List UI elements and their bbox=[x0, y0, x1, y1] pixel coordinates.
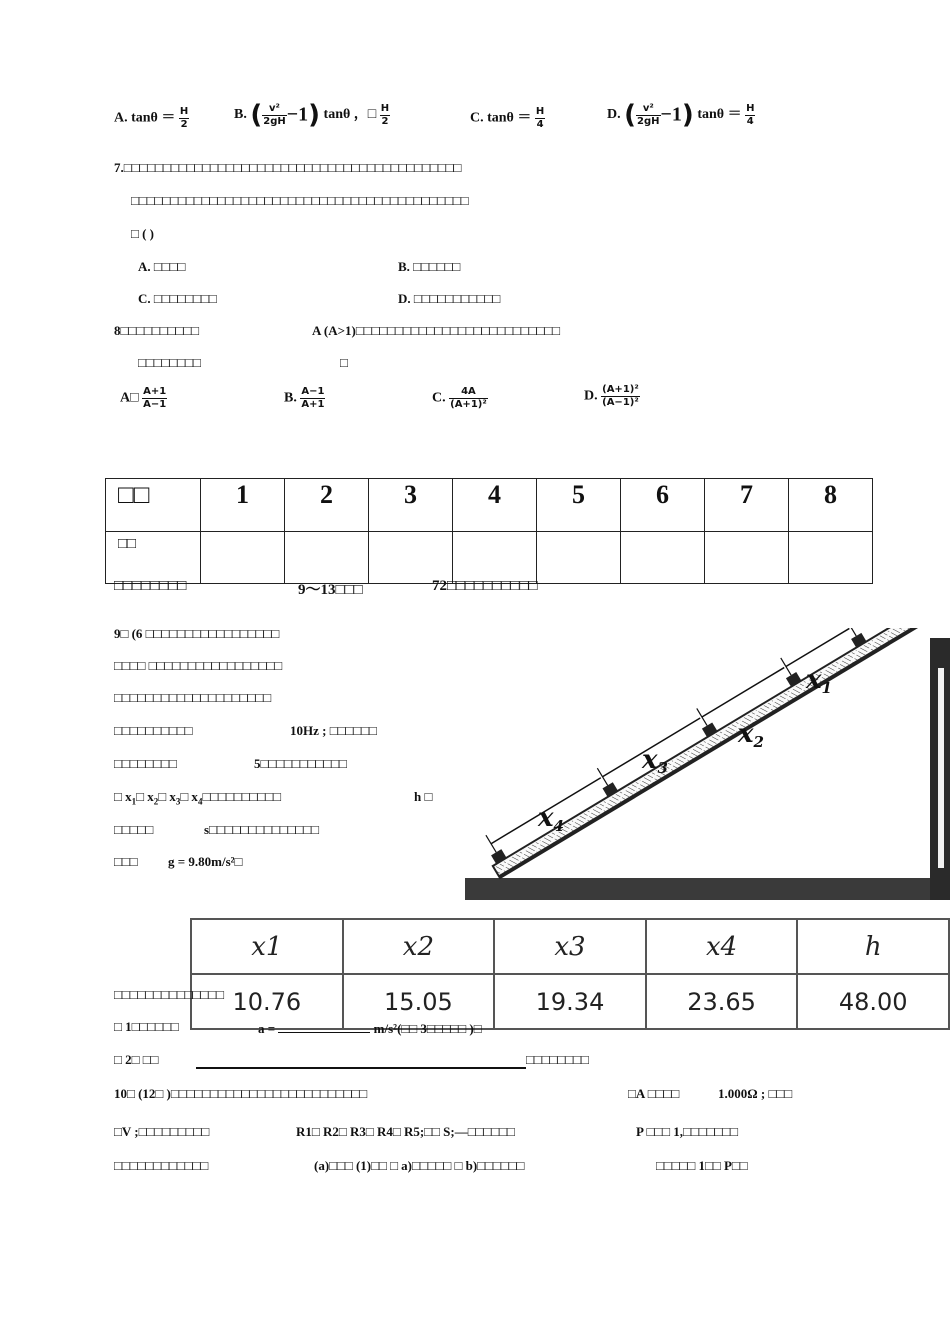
q9-line-7-pre: □□□□□ bbox=[114, 822, 154, 837]
measurement-value: 19.34 bbox=[494, 974, 646, 1029]
q8-c-fraction: $\frac{4A}{\text{(A+1)²}}$ bbox=[450, 386, 487, 410]
q10-line-1-resistance: 1.000Ω ; □□□ bbox=[718, 1086, 793, 1101]
q6-b-label: B. bbox=[234, 107, 247, 123]
answer-cell[interactable] bbox=[621, 532, 705, 584]
answer-table-row2-head: □□ bbox=[106, 532, 201, 584]
section-2-heading-range: 9〜13□□□ bbox=[298, 582, 363, 598]
q6-d-tail: tanθ ＝ bbox=[697, 107, 742, 123]
incline-ruler bbox=[477, 628, 933, 878]
q8-line-1-mid: A (A>1)□□□□□□□□□□□□□□□□□□□□□□□□□□ bbox=[312, 323, 561, 338]
q7-line-2: □□□□□□□□□□□□□□□□□□□□□□□□□□□□□□□□□□□□□□□□□□□ bbox=[131, 193, 469, 208]
q6-d-label: D. bbox=[607, 107, 621, 123]
answer-cell[interactable] bbox=[201, 532, 285, 584]
incline-base bbox=[465, 878, 950, 900]
q8-a-fraction: $\frac{A+1}{A-1}$ bbox=[143, 386, 167, 410]
incline-figure bbox=[460, 628, 950, 922]
q9-line-6: □ $x_1□$ $x_2□$ $x_3□$ $x_4□□□□□□□□□□$ bbox=[114, 789, 281, 807]
q9-sub1-answer: a = m/s²(□□ 3□□□□□ )□ bbox=[258, 1021, 482, 1036]
section-2-heading-score: 72□□□□□□□□□□ bbox=[432, 578, 538, 594]
answer-table bbox=[105, 478, 873, 584]
q10-line-3-post: □□□□□ 1□□ P□□ bbox=[656, 1158, 748, 1173]
answer-cell[interactable] bbox=[453, 532, 537, 584]
q8-line-2-pre: □□□□□□□□ bbox=[138, 355, 201, 370]
figure-label-x3: x3 bbox=[642, 745, 668, 777]
answer-number: 4 bbox=[453, 479, 537, 532]
answer-number: 2 bbox=[285, 479, 369, 532]
q6-a-fraction: $\frac{H}{2}$ bbox=[179, 106, 189, 130]
q7-option-a: A. □□□□ bbox=[138, 259, 186, 274]
figure-label-x2: x2 bbox=[738, 719, 764, 751]
q9-line-4-freq: 10Hz ; □□□□□□ bbox=[290, 723, 377, 738]
q7-line-3: □ ( ) bbox=[131, 226, 155, 241]
measurement-header: x3 bbox=[494, 919, 646, 974]
answer-table-answer-row bbox=[106, 532, 873, 584]
measurement-header: x2 bbox=[343, 919, 495, 974]
q9-line-8-g: g = 9.80m/s²□ bbox=[168, 854, 243, 869]
q9-sub2-post: □□□□□□□□ bbox=[526, 1052, 589, 1067]
q8-option-d: D. $\frac{\text{(A+1)²}}{\text{(A−1)²}}$ bbox=[584, 384, 639, 408]
section-2-heading-pre: □□□□□□□□ bbox=[114, 578, 187, 594]
answer-number: 7 bbox=[705, 479, 789, 532]
q8-option-a: A□ $\frac{A+1}{A-1}$ bbox=[120, 386, 167, 410]
q6-option-c bbox=[470, 106, 545, 131]
answer-number: 1 bbox=[201, 479, 285, 532]
q10-line-1-pre: 10□ (12□ )□□□□□□□□□□□□□□□□□□□□□□□□□ bbox=[114, 1086, 368, 1101]
q9-line-1: 9□ (6 □□□□□□□□□□□□□□□□□ bbox=[114, 626, 280, 641]
q9-sub2-blank[interactable] bbox=[196, 1067, 526, 1069]
q8-b-fraction: $\frac{A-1}{A+1}$ bbox=[301, 386, 325, 410]
q9-line-7-post: s□□□□□□□□□□□□□□ bbox=[204, 822, 319, 837]
q7-option-d: D. □□□□□□□□□□□ bbox=[398, 291, 501, 306]
answer-cell[interactable] bbox=[789, 532, 873, 584]
q7-option-c: C. □□□□□□□□ bbox=[138, 291, 217, 306]
q6-b-inner-fraction: $\frac{\text{v²}}{2gH}$ bbox=[263, 102, 286, 127]
q10-line-2-p: P □□□ 1,□□□□□□□ bbox=[636, 1124, 738, 1139]
q9-line-5-mid: 5□□□□□□□□□□□ bbox=[254, 756, 347, 771]
answer-cell[interactable] bbox=[537, 532, 621, 584]
answer-table-row1-head: □□ bbox=[106, 479, 201, 532]
measurement-header: x1 bbox=[191, 919, 343, 974]
measurement-table bbox=[190, 918, 950, 1030]
q8-line-1-pre: 8□□□□□□□□□□ bbox=[114, 323, 200, 338]
q9-sub1-pre: □ 1□□□□□□ bbox=[114, 1019, 179, 1034]
answer-number: 5 bbox=[537, 479, 621, 532]
figure-label-x4: x4 bbox=[538, 803, 564, 835]
q10-line-2-resistors: R1□ R2□ R3□ R4□ R5;□□ S;—□□□□□□ bbox=[296, 1124, 515, 1139]
measurement-value: 23.65 bbox=[646, 974, 798, 1029]
q6-option-d: D. ( $\frac{\text{v²}}{2gH}$ −1) tanθ ＝ $\frac{H}{4}$ bbox=[607, 100, 755, 130]
figure-label-x1: x1 bbox=[806, 665, 832, 697]
q9-line-8-pre: □□□ bbox=[114, 854, 138, 869]
measurement-header: x4 bbox=[646, 919, 798, 974]
q10-line-1-ammeter: □A □□□□ bbox=[628, 1086, 680, 1101]
answer-cell[interactable] bbox=[705, 532, 789, 584]
q8-option-b: B. $\frac{A-1}{A+1}$ bbox=[284, 386, 325, 410]
answer-cell[interactable] bbox=[285, 532, 369, 584]
answer-cell[interactable] bbox=[369, 532, 453, 584]
q9-line-6-h: h □ bbox=[414, 789, 433, 804]
q6-a-label: A. tanθ ＝ bbox=[114, 110, 176, 126]
q9-line-5-pre: □□□□□□□□ bbox=[114, 756, 177, 771]
measurement-value: 15.05 bbox=[343, 974, 495, 1029]
acceleration-blank[interactable] bbox=[278, 1019, 370, 1033]
q7-option-b: B. □□□□□□ bbox=[398, 259, 461, 274]
q10-line-3-mid: (a)□□□ (1)□□ □ a)□□□□□ □ b)□□□□□□ bbox=[314, 1158, 525, 1173]
answer-table-header-row bbox=[106, 479, 873, 532]
measurement-header-row bbox=[191, 919, 949, 974]
q8-line-2-post: □ bbox=[340, 355, 348, 370]
answer-number: 8 bbox=[789, 479, 873, 532]
q7-line-1: 7.□□□□□□□□□□□□□□□□□□□□□□□□□□□□□□□□□□□□□□□□□□□ bbox=[114, 160, 462, 175]
q6-c-label: C. tanθ ＝ bbox=[470, 110, 532, 126]
q10-line-2-pre: □V ;□□□□□□□□□ bbox=[114, 1124, 210, 1139]
q6-d-fraction: $\frac{H}{4}$ bbox=[746, 102, 755, 127]
q8-option-c: C. $\frac{4A}{\text{(A+1)²}}$ bbox=[432, 386, 487, 410]
q9-line-3: □□□□□□□□□□□□□□□□□□□□ bbox=[114, 690, 272, 705]
q9-line-4-pre: □□□□□□□□□□ bbox=[114, 723, 193, 738]
q9-line-2: □□□□ □□□□□□□□□□□□□□□□□ bbox=[114, 658, 283, 673]
q6-option-b: B. ( $\frac{\text{v²}}{2gH}$ −1) tanθ ，□ $\frac{H}{2}$ bbox=[234, 100, 390, 130]
q6-c-fraction: $\frac{H}{4}$ bbox=[535, 106, 545, 130]
q9-sub2-pre: □ 2□ □□ bbox=[114, 1052, 159, 1067]
q6-option-a bbox=[114, 106, 189, 131]
measurement-header: h bbox=[797, 919, 949, 974]
q9-line-9: □□□□□□□□□□□□□□ bbox=[114, 987, 224, 1002]
measurement-value: 48.00 bbox=[797, 974, 949, 1029]
q10-line-3-pre: □□□□□□□□□□□□ bbox=[114, 1158, 209, 1173]
answer-number: 3 bbox=[369, 479, 453, 532]
measurement-value: 10.76 bbox=[191, 974, 343, 1029]
q6-d-inner-fraction: $\frac{\text{v²}}{2gH}$ bbox=[637, 102, 660, 127]
q8-d-fraction: $\frac{\text{(A+1)²}}{\text{(A−1)²}}$ bbox=[602, 384, 639, 408]
answer-number: 6 bbox=[621, 479, 705, 532]
q6-b-tail: tanθ ，□ bbox=[323, 107, 377, 123]
q6-b-fraction: $\frac{H}{2}$ bbox=[380, 102, 390, 127]
